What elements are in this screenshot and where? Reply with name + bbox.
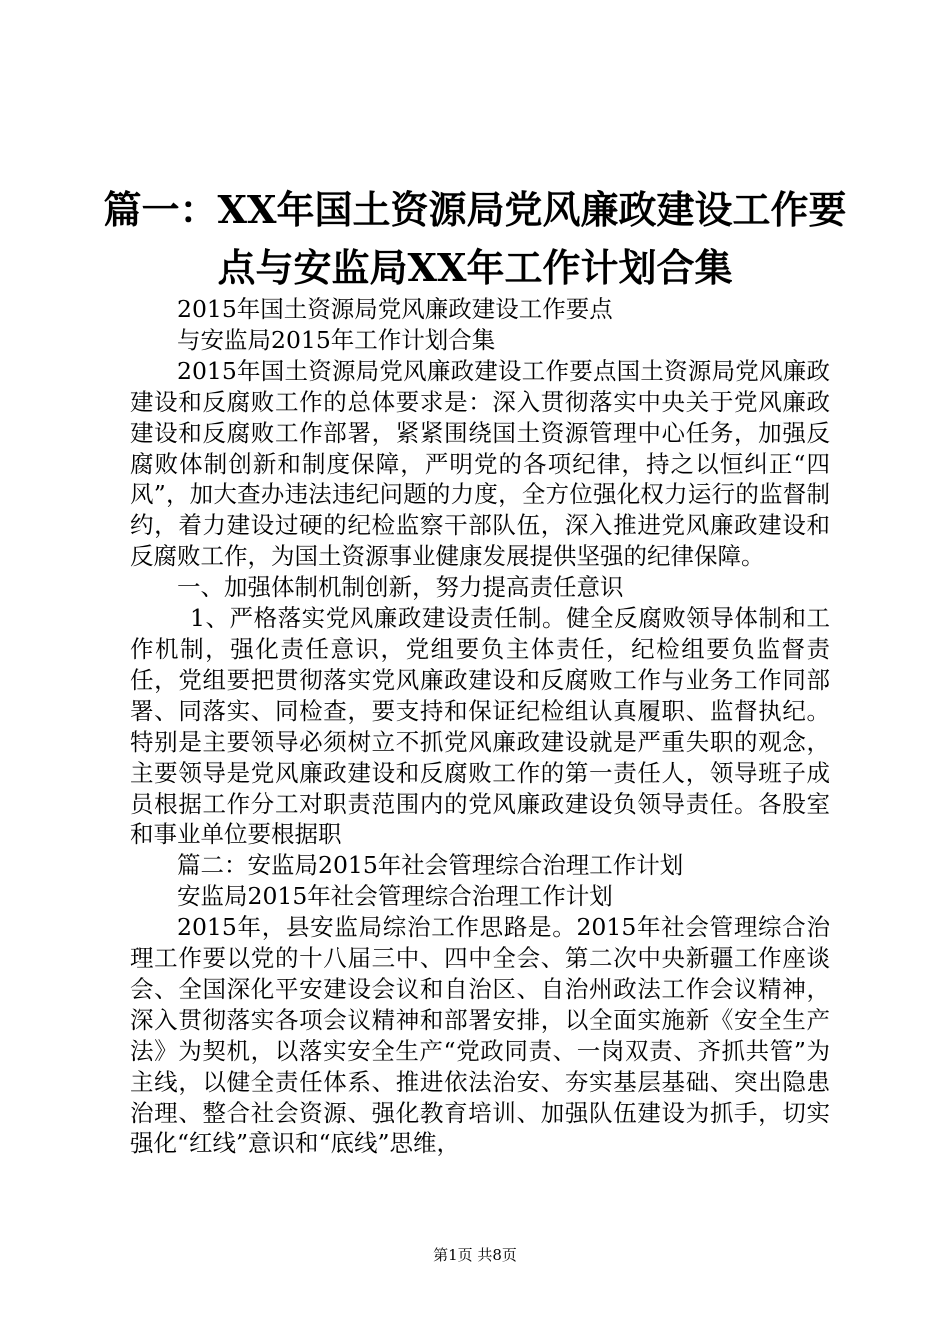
paragraph-overview: 2015年国土资源局党风廉政建设工作要点国土资源局党风廉政建设和反腐败工作的总体要求是：深入贯彻落实中央关于党风廉政建设和反腐败工作部署，紧紧围绕国土资源管理中心任务，加强反腐败体制创新和制度保障，严明党的各项纪律，持之以恒纠正“四风”，加大查办违法违纪问题的力度，全方位强化权力运行的监督制约，着力建设过硬的纪检监察干部队伍，深入推进党风廉政建设和反腐败工作，为国土资源事业健康发展提供坚强的纪律保障。 [130, 356, 830, 571]
paragraph-subtitle-3: 安监局2015年社会管理综合治理工作计划 [177, 882, 613, 911]
paragraph-subtitle-1: 2015年国土资源局党风廉政建设工作要点 [177, 295, 613, 323]
paragraph-item-1: 1、严格落实党风廉政建设责任制。健全反腐败领导体制和工作机制，强化责任意识，党组要负主体责任，纪检组要负监督责任，党组要把贯彻落实党风廉政建设和反腐败工作与业务工作同部署、同落实、同检查，要支持和保证纪检组认真履职、监督执纪。特别是主要领导必须树立不抓党风廉政建设就是严重失职的观念，主要领导是党风廉政建设和反腐败工作的第一责任人，领导班子成员根据工作分工对职责范围内的党风廉政建设负领导责任。各股室和事业单位要根据职 [130, 604, 830, 849]
paragraph-plan: 2015年，县安监局综治工作思路是。2015年社会管理综合治理工作要以党的十八届三中、四中全会、第二次中央新疆工作座谈会、全国深化平安建设会议和自治区、自治州政法工作会议精神，深入贯彻落实各项会议精神和部署安排，以全面实施新《安全生产法》为契机，以落实安全生产“党政同责、一岗双责、齐抓共管”为主线，以健全责任体系、推进依法治安、夯实基层基础、突出隐患治理、整合社会资源、强化教育培训、加强队伍建设为抓手，切实强化“红线”意识和“底线”思维， [130, 913, 830, 1158]
page-footer: 第1页 共8页 [433, 1246, 517, 1264]
section-heading-1: 一、加强体制机制创新，努力提高责任意识 [177, 573, 624, 602]
section-heading-part-2: 篇二：安监局2015年社会管理综合治理工作计划 [177, 851, 684, 880]
document-body [130, 294, 830, 1159]
document-title-line-2: 点与安监局XX年工作计划合集 [217, 245, 733, 290]
paragraph-subtitle-2: 与安监局2015年工作计划合集 [177, 325, 496, 354]
document-title-line-1: 篇一：XX年国土资源局党风廉政建设工作要 [103, 187, 847, 232]
